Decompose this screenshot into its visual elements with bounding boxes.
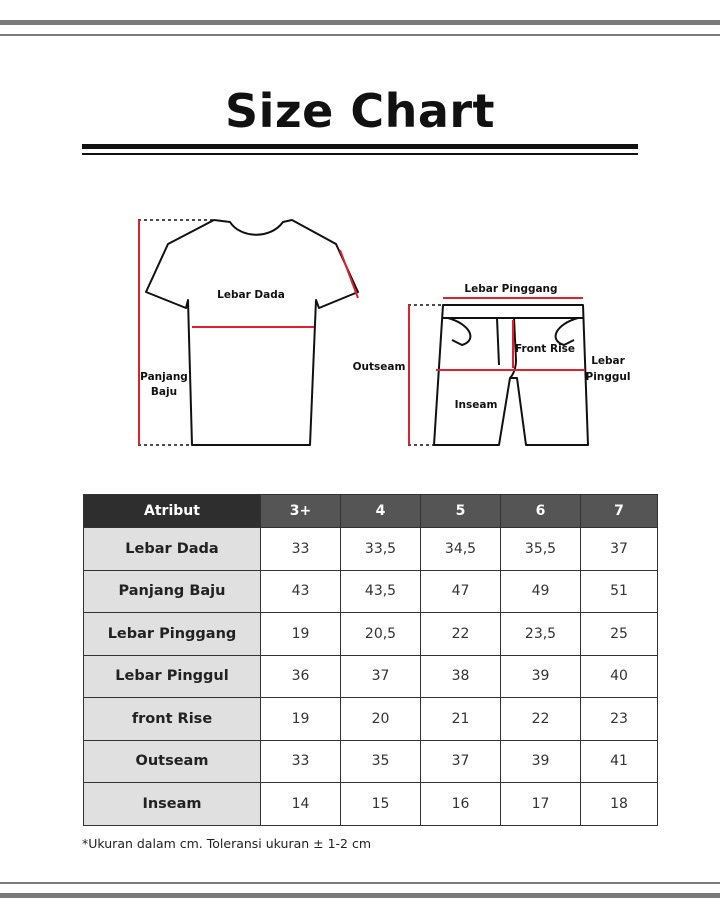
table-row <box>84 783 658 826</box>
table-cell: 43,5 <box>341 570 421 613</box>
table-row <box>84 655 658 698</box>
shorts-hip-label-line1: Lebar <box>591 355 625 367</box>
table-cell: 22 <box>421 613 501 656</box>
footnote: *Ukuran dalam cm. Toleransi ukuran ± 1-2 cm <box>82 836 372 851</box>
header-size: 5 <box>421 495 501 528</box>
table-cell: 37 <box>421 740 501 783</box>
table-cell: 37 <box>581 528 658 571</box>
table-cell: 36 <box>261 655 341 698</box>
table-cell: 33 <box>261 528 341 571</box>
table-cell: 20 <box>341 698 421 741</box>
table-cell: 33,5 <box>341 528 421 571</box>
size-table <box>83 494 658 826</box>
shorts-inseam-label: Inseam <box>454 399 498 411</box>
top-border-thick <box>0 20 720 25</box>
title-rule-thin <box>82 153 638 155</box>
table-cell: 35 <box>341 740 421 783</box>
header-size: 7 <box>581 495 658 528</box>
title-rule-thick <box>82 144 638 149</box>
table-cell: 21 <box>421 698 501 741</box>
shirt-length-label-line2: Baju <box>150 386 178 398</box>
top-border-thin <box>0 34 720 36</box>
header-size: 4 <box>341 495 421 528</box>
page-title: Size Chart <box>224 84 496 138</box>
table-cell: 25 <box>581 613 658 656</box>
table-cell: 39 <box>501 740 581 783</box>
shorts-outseam-label: Outseam <box>352 361 406 373</box>
table-cell: 16 <box>421 783 501 826</box>
table-cell: 49 <box>501 570 581 613</box>
table-cell: 43 <box>261 570 341 613</box>
table-cell: 51 <box>581 570 658 613</box>
shorts-hip-label-line2: Pinggul <box>585 371 631 383</box>
table-cell: 33 <box>261 740 341 783</box>
table-row <box>84 740 658 783</box>
table-cell: 38 <box>421 655 501 698</box>
table-row <box>84 528 658 571</box>
header-size: 6 <box>501 495 581 528</box>
header-attribute: Atribut <box>84 495 261 528</box>
table-cell: 39 <box>501 655 581 698</box>
row-label: Inseam <box>84 783 261 826</box>
table-row <box>84 698 658 741</box>
row-label: Lebar Dada <box>84 528 261 571</box>
table-cell: 15 <box>341 783 421 826</box>
table-cell: 20,5 <box>341 613 421 656</box>
row-label: Panjang Baju <box>84 570 261 613</box>
header-size: 3+ <box>261 495 341 528</box>
table-cell: 22 <box>501 698 581 741</box>
shirt-sleeve-measure-line <box>340 250 358 298</box>
table-cell: 35,5 <box>501 528 581 571</box>
table-cell: 34,5 <box>421 528 501 571</box>
table-cell: 23,5 <box>501 613 581 656</box>
row-label: Outseam <box>84 740 261 783</box>
garment-diagrams <box>0 200 720 470</box>
row-label: Lebar Pinggang <box>84 613 261 656</box>
table-cell: 18 <box>581 783 658 826</box>
shirt-length-label-line1: Panjang <box>140 371 188 383</box>
table-row <box>84 613 658 656</box>
table-header-row <box>84 495 658 528</box>
bottom-border-thin <box>0 882 720 884</box>
table-cell: 19 <box>261 613 341 656</box>
table-cell: 17 <box>501 783 581 826</box>
table-cell: 47 <box>421 570 501 613</box>
tshirt-diagram <box>146 220 358 445</box>
row-label: Lebar Pinggul <box>84 655 261 698</box>
table-row <box>84 570 658 613</box>
table-cell: 40 <box>581 655 658 698</box>
shorts-waist-label: Lebar Pinggang <box>464 283 558 295</box>
table-cell: 37 <box>341 655 421 698</box>
table-cell: 23 <box>581 698 658 741</box>
row-label: front Rise <box>84 698 261 741</box>
shorts-front-rise-label: Front Rise <box>514 343 576 355</box>
table-cell: 19 <box>261 698 341 741</box>
shorts-diagram <box>434 305 588 445</box>
table-cell: 41 <box>581 740 658 783</box>
bottom-border-thick <box>0 893 720 898</box>
shirt-chest-label: Lebar Dada <box>217 289 285 301</box>
table-cell: 14 <box>261 783 341 826</box>
